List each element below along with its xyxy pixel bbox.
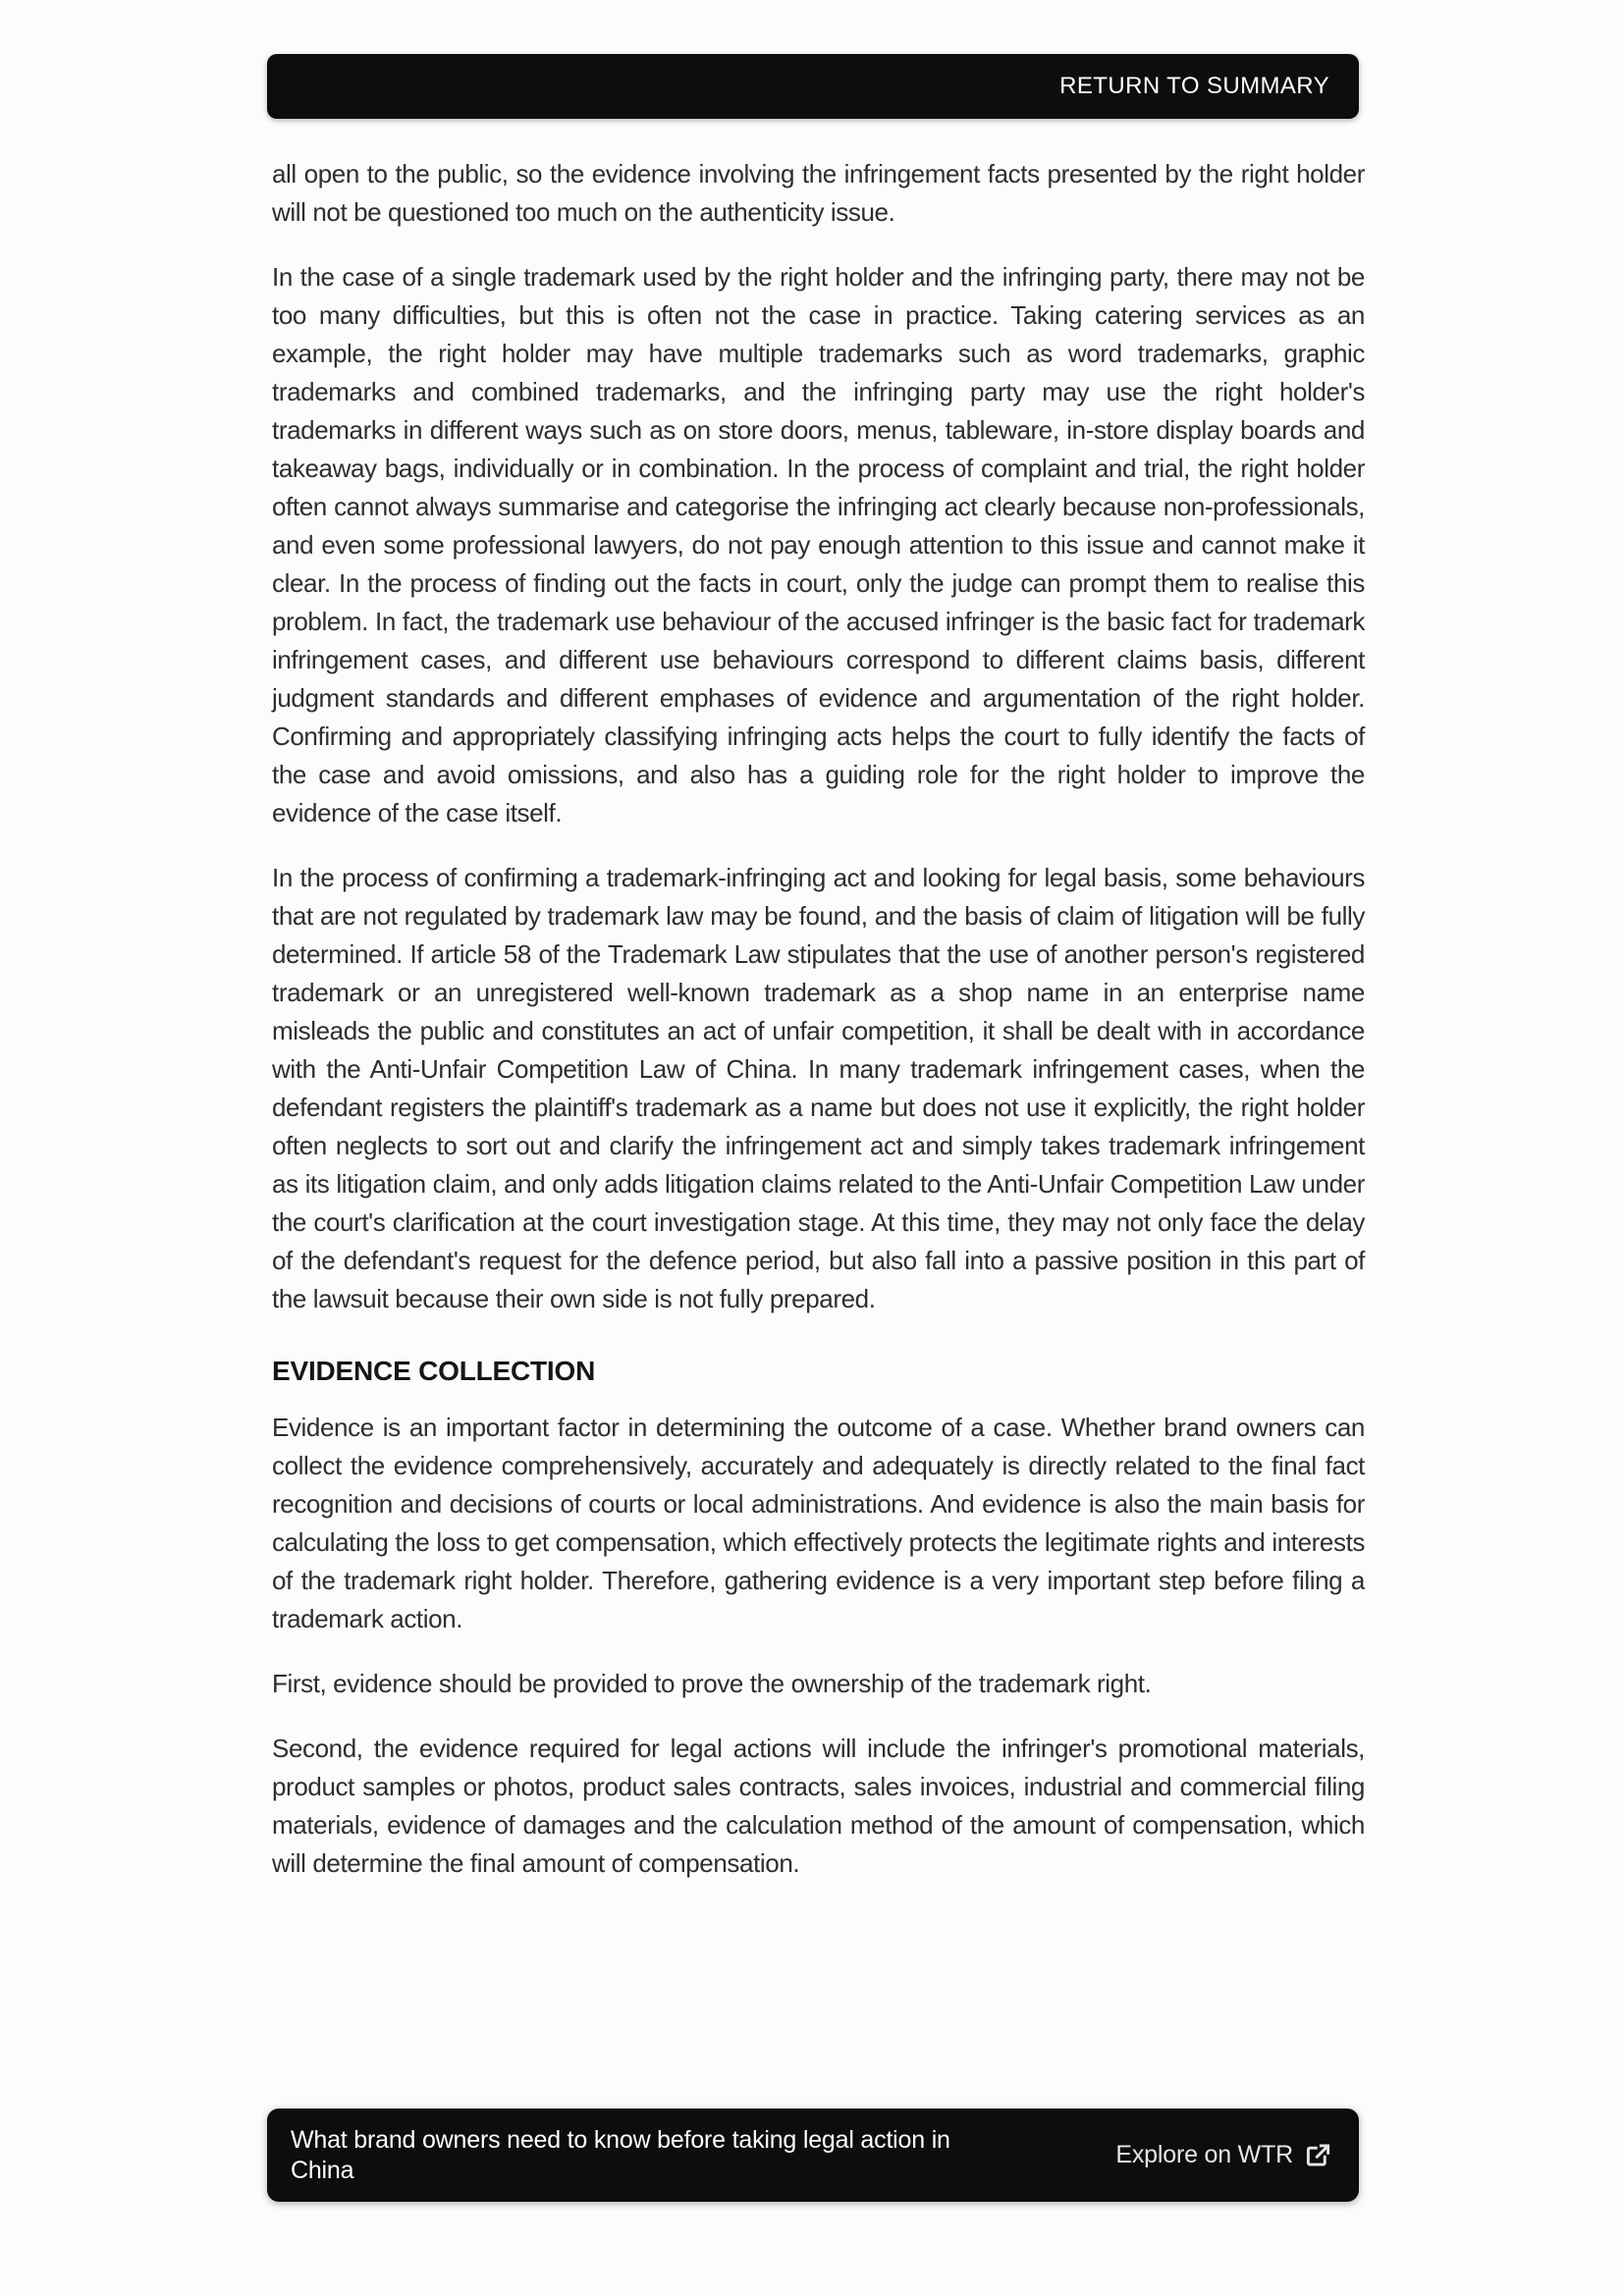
article-body bbox=[272, 155, 1365, 1909]
paragraph-legal-basis: In the process of confirming a trademark-infringing act and looking for legal basis, some behaviours that are not regulated by trademark law may be found, and the basis of claim of litigation will be fully determined. If article 58 of the Trademark Law stipulates that the use of another person's registered trademark or an unregistered well-known trademark as a shop name in an enterprise name misleads the public and constitutes an act of unfair competition, it shall be dealt with in accordance with the Anti-Unfair Competition Law of China. In many trademark infringement cases, when the defendant registers the plaintiff's trademark as a name but does not use it explicitly, the right holder often neglects to sort out and clarify the infringement act and simply takes trademark infringement as its litigation claim, and only adds litigation claims related to the Anti-Unfair Competition Law under the court's clarification at the court investigation stage. At this time, they may not only face the delay of the defendant's request for the defence period, but also fall into a passive position in this part of the lawsuit because their own side is not fully prepared. bbox=[272, 863, 1365, 1313]
paragraph-evidence-importance: Evidence is an important factor in determining the outcome of a case. Whether brand owners can collect the evidence comprehensively, accurately and adequately is directly related to the final fact recognition and decisions of courts or local administrations. And evidence is also the main basis for calculating the loss to get compensation, which effectively protects the legitimate rights and interests of the trademark right holder. Therefore, gathering evidence is a very important step before filing a trademark action. bbox=[272, 1413, 1365, 1633]
footer-bar bbox=[267, 2109, 1359, 2202]
return-to-summary-button[interactable]: RETURN TO SUMMARY bbox=[1059, 73, 1329, 99]
external-link-icon bbox=[1305, 2142, 1331, 2168]
section-heading-evidence-collection: EVIDENCE COLLECTION bbox=[272, 1356, 596, 1386]
return-to-summary-bar bbox=[267, 54, 1359, 119]
footer-article-title: What brand owners need to know before taking legal action in China bbox=[291, 2125, 950, 2184]
paragraph-single-trademark: In the case of a single trademark used by the right holder and the infringing party, there may not be too many difficulties, but this is often not the case in practice. Taking catering services as an example, the right holder may have multiple trademarks such as word trademarks, graphic trademarks and combined trademarks, and the infringing party may use the right holder's trademarks in different ways such as on store doors, menus, tableware, in-store display boards and takeaway bags, individually or in combination. In the process of complaint and trial, the right holder often cannot always summarise and categorise the infringing act clearly because non-professionals, and even some professional lawyers, do not pay enough attention to this issue and cannot make it clear. In the process of finding out the facts in court, only the judge can prompt them to realise this problem. In fact, the trademark use behaviour of the accused infringer is the basic fact for trademark infringement cases, and different use behaviours correspond to different claims basis, different judgment standards and different emphases of evidence and argumentation of the right holder. Confirming and appropriately classifying infringing acts helps the court to fully identify the facts of the case and avoid omissions, and also has a guiding role for the right holder to improve the evidence of the case itself. bbox=[272, 262, 1365, 828]
explore-on-wtr-label: Explore on WTR bbox=[1115, 2141, 1293, 2168]
paragraph-authenticity: all open to the public, so the evidence involving the infringement facts presented by the right holder will not be questioned too much on the authenticity issue. bbox=[272, 159, 1365, 227]
paragraph-first-evidence: First, evidence should be provided to prove the ownership of the trademark right. bbox=[272, 1669, 1152, 1698]
explore-on-wtr-link[interactable] bbox=[1115, 2141, 1331, 2169]
paragraph-second-evidence: Second, the evidence required for legal actions will include the infringer's promotional materials, product samples or photos, product sales contracts, sales invoices, industrial and commercial filing materials, evidence of damages and the calculation method of the amount of compensation, which will determine the final amount of compensation. bbox=[272, 1734, 1365, 1878]
